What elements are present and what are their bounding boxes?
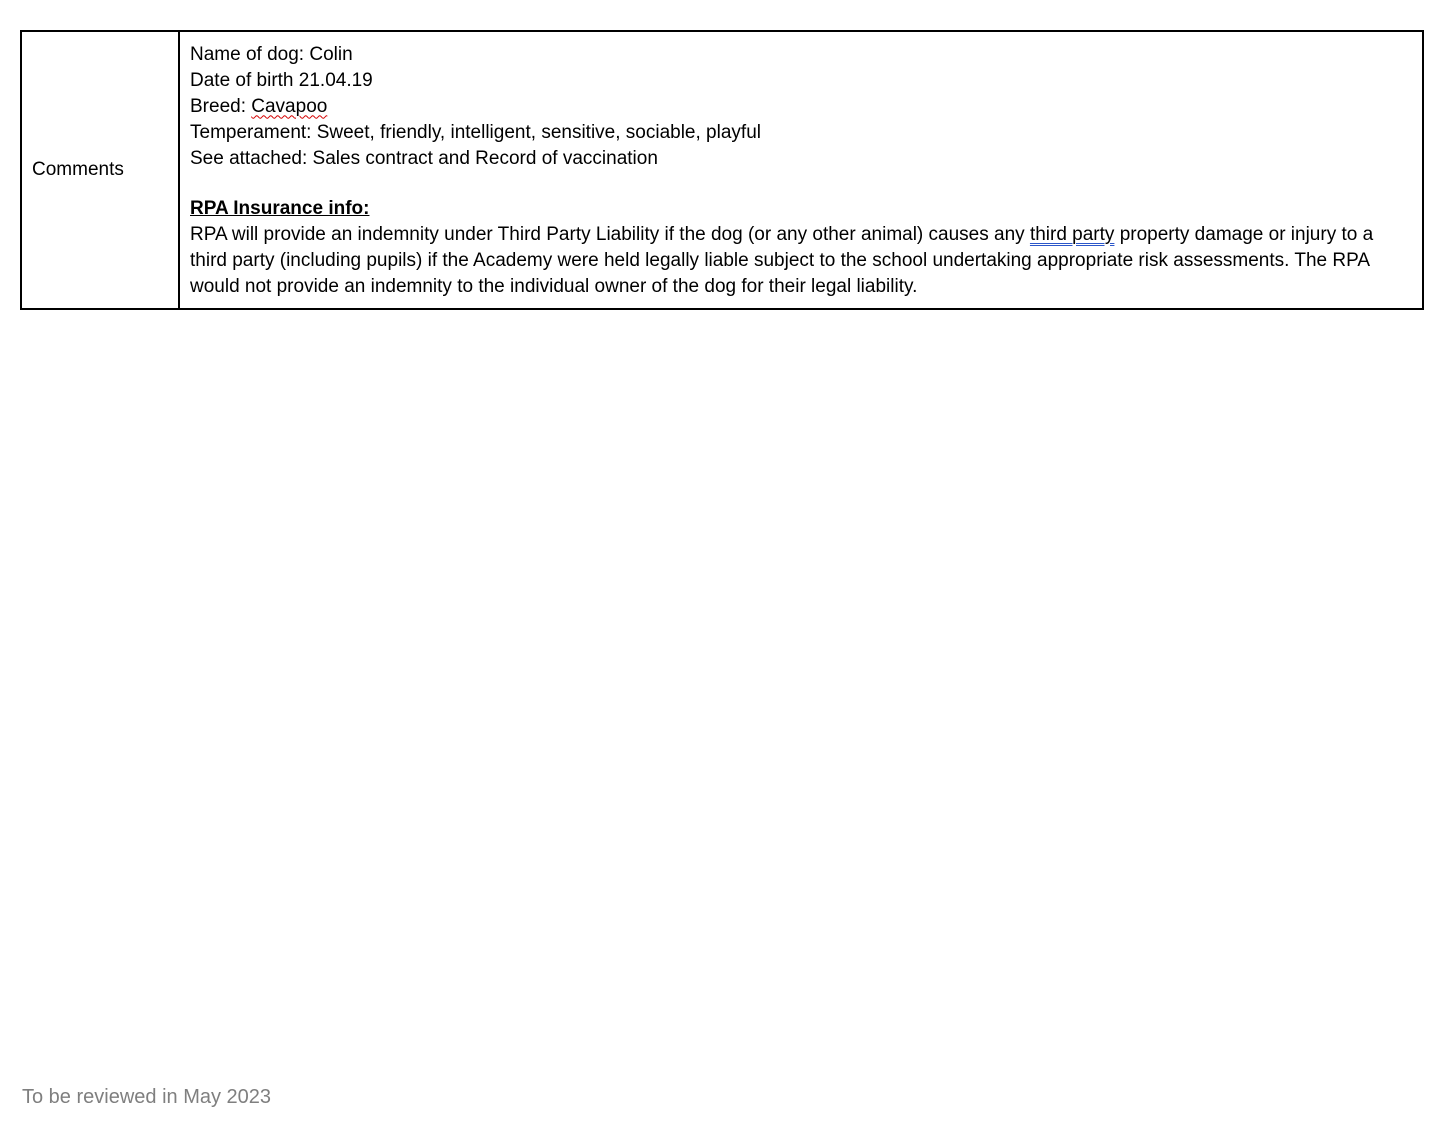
insurance-text-part1: RPA will provide an indemnity under Third Party Liability if the dog (or any other animal) causes any bbox=[190, 223, 1030, 245]
comments-label-cell bbox=[21, 31, 179, 309]
dog-name: Name of dog: Colin bbox=[190, 43, 353, 65]
comments-content-cell bbox=[179, 31, 1423, 309]
attached-documents: See attached: Sales contract and Record of vaccination bbox=[190, 147, 658, 169]
review-footer: To be reviewed in May 2023 bbox=[22, 1086, 272, 1108]
dog-temperament: Temperament: Sweet, friendly, intelligent, sensitive, sociable, playful bbox=[190, 121, 761, 143]
dog-date-of-birth: Date of birth 21.04.19 bbox=[190, 69, 373, 91]
table-row bbox=[21, 31, 1423, 309]
insurance-paragraph bbox=[190, 222, 1412, 300]
comments-label: Comments bbox=[32, 159, 124, 180]
breed-prefix: Breed: bbox=[190, 95, 252, 117]
breed-value-spelling-flag[interactable]: Cavapoo bbox=[251, 95, 328, 117]
dog-breed bbox=[190, 94, 1412, 120]
paragraph-spacer bbox=[190, 172, 1412, 196]
grammar-flag-third-party[interactable]: third party bbox=[1029, 223, 1115, 245]
insurance-heading: RPA Insurance info: bbox=[190, 197, 370, 219]
insurance-text-part2: property damage or injury to a third party (including pupils) if the Academy were held legally liable subject to the school undertaking appropriate risk assessments. The RPA would not provide an indemnity to the individual owner of the dog for their legal liability. bbox=[190, 223, 1374, 297]
comments-table bbox=[20, 30, 1424, 310]
